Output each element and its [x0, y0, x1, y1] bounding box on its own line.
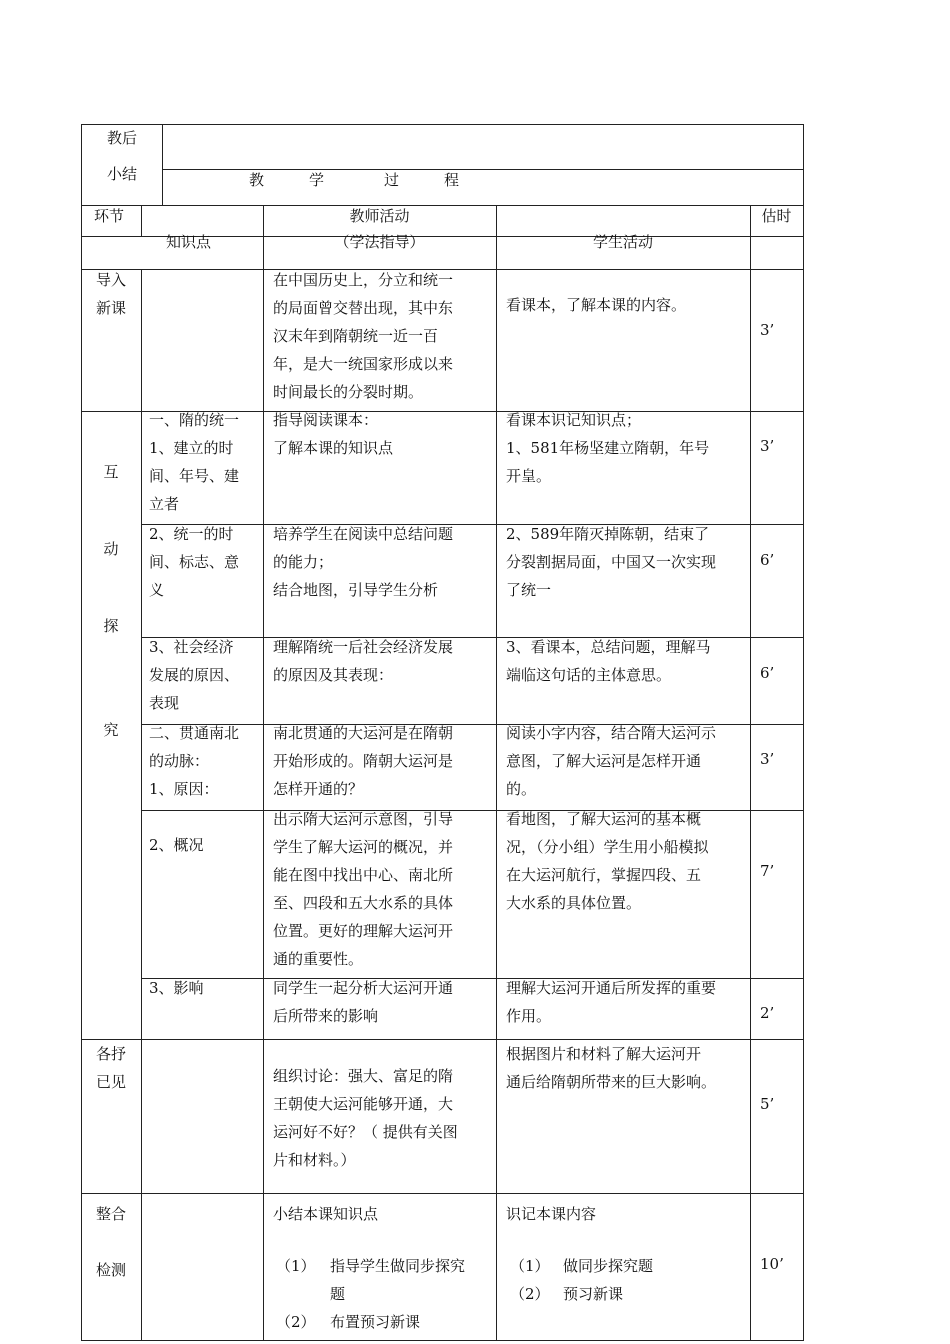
knowledge-point: 3、影响	[149, 979, 204, 997]
teacher-activity: 指导阅读课本： 了解本课的知识点	[273, 411, 394, 457]
column-header-stage: 环节	[94, 207, 125, 225]
knowledge-point: 2、统一的时 间、标志、意 义	[149, 525, 240, 599]
stage-cell: 互	[103, 463, 119, 481]
process-title: 教 学 过 程	[249, 171, 460, 189]
rule	[496, 205, 497, 1340]
teacher-step	[276, 1308, 316, 1336]
step-number: （2）	[276, 1313, 316, 1331]
student-activity: 阅读小字内容，结合隋大运河示 意图，了解大运河是怎样开通 的。	[506, 724, 717, 798]
teacher-step	[276, 1252, 316, 1280]
step-text: 布置预习新课	[330, 1313, 421, 1331]
column-header-student: 学生活动	[592, 233, 653, 251]
rule	[141, 205, 142, 236]
time-estimate: 3’	[760, 321, 775, 339]
rule	[750, 205, 751, 1340]
time-estimate: 7’	[760, 862, 775, 880]
rule	[803, 124, 804, 1340]
knowledge-point: 2、概况	[149, 836, 204, 854]
step-text: 做同步探究题	[563, 1257, 654, 1275]
time-estimate: 3’	[760, 437, 775, 455]
teacher-activity: 南北贯通的大运河是在隋朝 开始形成的。隋朝大运河是 怎样开通的？	[273, 724, 454, 798]
student-step	[510, 1280, 550, 1308]
stage-cell: 动	[103, 540, 119, 558]
column-header-teacher: 教师活动	[349, 207, 410, 225]
column-header-teacher-sub: （学法指导）	[334, 233, 425, 251]
stage-cell: 导入 新课	[95, 271, 126, 317]
stage-cell: 究	[103, 721, 119, 739]
knowledge-point: 一、隋的统一 1、建立的时 间、年号、建 立者	[149, 411, 240, 513]
rule	[162, 124, 163, 205]
student-activity: 根据图片和材料了解大运河开 通后给隋朝所带来的巨大影响。	[506, 1045, 717, 1091]
rule	[81, 124, 804, 125]
student-activity: 2、589年隋灭掉陈朝，结束了 分裂割据局面，中国又一次实现 了统一	[506, 525, 717, 599]
rule	[141, 269, 142, 1340]
student-activity: 看课本识记知识点； 1、581年杨坚建立隋朝，年号 开皇。	[506, 411, 710, 485]
teacher-activity: 组织讨论：强大、富足的隋 王朝使大运河能够开通，大 运河好不好？（ 提供有关图 片和材料。）	[273, 1067, 458, 1169]
step-number: （1）	[276, 1257, 316, 1275]
step-text: 指导学生做同步探究 题	[330, 1257, 466, 1303]
column-header-knowledge: 知识点	[166, 233, 212, 251]
student-step	[510, 1252, 550, 1280]
step-number: （1）	[510, 1257, 550, 1275]
time-estimate: 3’	[760, 750, 775, 768]
teacher-activity-title: 小结本课知识点	[273, 1205, 379, 1223]
rule	[81, 1340, 804, 1341]
teacher-activity: 在中国历史上，分立和统一 的局面曾交替出现，其中东 汉末年到隋朝统一近一百 年，是大一统国家形成以来 时间最长的分裂时期。	[273, 271, 454, 401]
teacher-activity: 理解隋统一后社会经济发展 的原因及其表现：	[273, 638, 454, 684]
summary-label: 小结	[107, 165, 138, 183]
time-estimate: 5’	[760, 1095, 775, 1113]
student-activity: 3、看课本，总结问题，理解马 端临这句话的主体意思。	[506, 638, 711, 684]
time-estimate: 2’	[760, 1004, 775, 1022]
teacher-activity: 出示隋大运河示意图，引导 学生了解大运河的概况，并 能在图中找出中心、南北所 至、四段和五大水系的具体 位置。更好的理解大运河开 通的重要性。	[273, 810, 454, 968]
student-activity: 看课本，了解本课的内容。	[506, 296, 687, 314]
step-number: （2）	[510, 1285, 550, 1303]
stage-cell: 探	[103, 617, 119, 635]
student-activity: 看地图，了解大运河的基本概 况，（分小组）学生用小船模拟 在大运河航行，掌握四段、五 大水系的具体位置。	[506, 810, 709, 912]
time-estimate: 6’	[760, 551, 775, 569]
knowledge-point: 二、贯通南北 的动脉： 1、原因：	[149, 724, 240, 798]
stage-cell: 整合 检测	[95, 1205, 126, 1279]
rule	[263, 205, 264, 1340]
knowledge-point: 3、社会经济 发展的原因、 表现	[149, 638, 240, 712]
teacher-activity: 培养学生在阅读中总结问题 的能力； 结合地图，引导学生分析	[273, 525, 454, 599]
step-text: 预习新课	[563, 1285, 624, 1303]
stage-cell: 各抒 已见	[95, 1045, 126, 1091]
teacher-activity: 同学生一起分析大运河开通 后所带来的影响	[273, 979, 454, 1025]
summary-label: 教后	[107, 129, 138, 147]
rule	[81, 1193, 804, 1194]
time-estimate: 10’	[760, 1255, 784, 1273]
student-activity-title: 识记本课内容	[506, 1205, 597, 1223]
column-header-time: 估时	[761, 207, 792, 225]
time-estimate: 6’	[760, 664, 775, 682]
student-activity: 理解大运河开通后所发挥的重要 作用。	[506, 979, 717, 1025]
